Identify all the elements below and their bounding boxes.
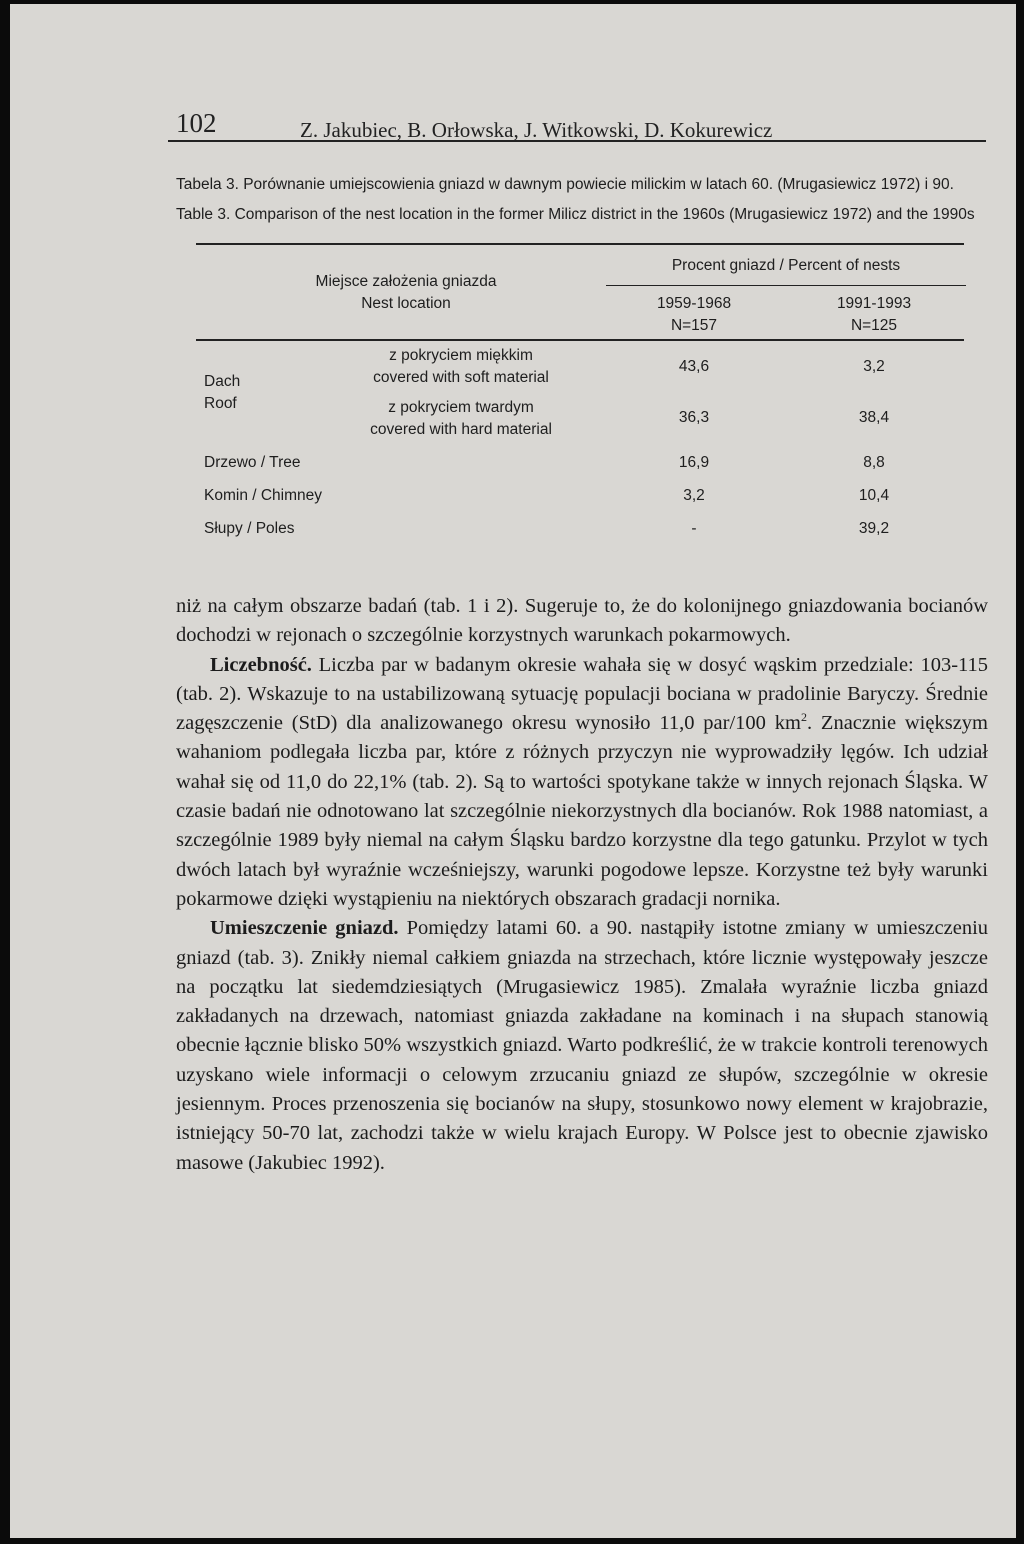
row-chimney-v2: 10,4 (858, 487, 890, 504)
percent-header: Procent gniazd / Percent of nests (671, 257, 901, 274)
row-soft-en: covered with soft material (373, 369, 549, 386)
body-text (176, 592, 988, 1178)
row-tree-v1: 16,9 (678, 454, 710, 471)
paragraph-3-text: Pomiędzy latami 60. a 90. nastąpiły istotne zmiany w umieszczeniu gniazd (tab. 3). Znikły niemal całkiem gniazda na strzechach, które licznie występowały jeszcze na początku lat siedemdziesiątych (Mrugasiewicz 1985). Zmalała wyraźnie liczba gniazd zakładanych na drzewach, natomiast gniazda zakładane na kominach i na słupach stanowią obecnie łącznie blisko 50% wszystkich gniazd. Warto podkreślić, że w trakcie kontroli terenowych uzyskano wiele informacji o celowym zrzucaniu gniazd ze słupów, szczególnie w okresie jesiennym. Proces przenoszenia się bocianów na słupy, stosunkowo nowy element w krajobrazie, istniejący 50-70 lat, zachodzi także w wielu krajach Europy. W Polsce jest to obecnie zjawisko masowe (Jakubiec 1992). (176, 917, 989, 1174)
page-number: 102 (176, 108, 217, 138)
table-top-rule (196, 243, 964, 245)
superscript-2: 2 (800, 710, 807, 725)
row-hard-en: covered with hard material (370, 421, 552, 438)
paragraph-1: niż na całym obszarze badań (tab. 1 i 2). Sugeruje to, że do kolonijnego gniazdowania bocianów dochodzi w rejonach o szczególnie korzystnych warunkach pokarmowych. (176, 595, 988, 647)
table-caption-polish: Tabela 3. Porównanie umiejscowienia gniazd w dawnym powiecie milickim w latach 60. (Mrugasiewicz 1972) i 90. (176, 176, 954, 193)
running-head-authors: Z. Jakubiec, B. Orłowska, J. Witkowski, D. Kokurewicz (300, 118, 773, 142)
paragraph-2-text-a: Liczba par w badanym okresie wahała się w dosyć wąskim przedziale: 103-115 (tab. 2). Wskazuje to na ustabilizowaną sytuację populacji bociana w pradolinie Baryczy. Średnie zagęszczenie (StD) dla analizowanego okresu wynosiło 11,0 par/100 km (176, 653, 989, 735)
row-poles-label: Słupy / Poles (204, 520, 295, 537)
row-hard-pl: z pokryciem twardym (388, 399, 534, 416)
heading-liczebnosc: Liczebność. (210, 653, 312, 676)
row-hard-v2: 38,4 (858, 409, 890, 426)
row-poles-v2: 39,2 (858, 520, 890, 537)
row-chimney-label: Komin / Chimney (204, 487, 323, 504)
location-header-pl: Miejsce założenia gniazda (315, 273, 497, 290)
col2-n: N=125 (850, 317, 898, 334)
col1-years: 1959-1968 (656, 295, 732, 312)
row-poles-v1: - (691, 520, 697, 537)
document-page (10, 4, 1016, 1538)
row-soft-v1: 43,6 (678, 358, 710, 375)
col1-n: N=157 (670, 317, 718, 334)
paragraph-2-text-b: . Znacznie większym wahaniom podlegała liczba par, które z różnych przyczyn nie wyprowadziły lęgów. Ich udział wahał się od 11,0 do 22,1% (tab. 2). Są to wartości spotykane także w innych rejonach Śląska. W czasie badań nie odnotowano lat szczególnie niekorzystnych dla bocianów. Rok 1988 natomiast, a szczególnie 1989 były niemal na całym Śląsku bardzo korzystne dla tego gatunku. Przylot w tych dwóch latach był wyraźnie wcześniejszy, warunki pogodowe lepsze. Korzystne też były warunki pokarmowe dzięki wystąpieniu na niektórych obszarach gradacji nornika. (176, 712, 989, 910)
table-caption-english: Table 3. Comparison of the nest location in the former Milicz district in the 1960s (Mrugasiewicz 1972) and the 1990s (176, 206, 975, 223)
running-header (168, 96, 986, 142)
row-soft-pl: z pokryciem miękkim (389, 347, 533, 364)
roof-label-pl: Dach (204, 373, 241, 390)
percent-header-rule (606, 285, 966, 286)
table-header-rule (196, 339, 964, 341)
roof-label-en: Roof (204, 395, 237, 412)
row-tree-v2: 8,8 (863, 454, 885, 471)
paragraph-3 (176, 914, 988, 1178)
heading-umieszczenie: Umieszczenie gniazd. (210, 917, 399, 940)
col2-years: 1991-1993 (836, 295, 912, 312)
row-chimney-v1: 3,2 (683, 487, 705, 504)
row-tree-label: Drzewo / Tree (204, 454, 301, 471)
nest-location-table (196, 243, 966, 547)
row-soft-v2: 3,2 (863, 358, 885, 375)
page-content (168, 96, 989, 1174)
paragraph-2 (176, 651, 988, 915)
location-header-en: Nest location (361, 295, 451, 312)
row-hard-v1: 36,3 (678, 409, 710, 426)
